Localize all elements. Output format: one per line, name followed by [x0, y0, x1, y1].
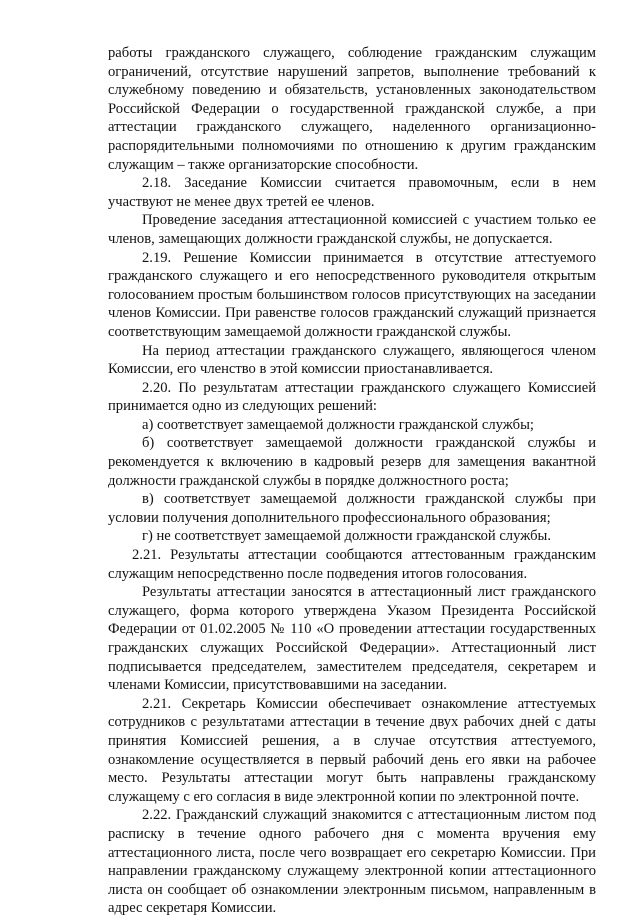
paragraph-2-19-note: На период аттестации гражданского служащего, являющегося членом Комиссии, его членство в этой комиссии приостанавливается. — [108, 342, 596, 378]
list-item-a: а) соответствует замещаемой должности гражданской службы; — [142, 416, 534, 433]
paragraph-2-22: 2.22. Гражданский служащий знакомится с аттестационным листом под расписку в течение одного рабочего дня с момента вручения ему аттестационного листа, после чего возвращает его секретарю Комиссии. При направлении гражданскому служащему электронной копии аттестационного листа он сообщает об ознакомлении электронным письмом, направленным в адрес секретаря Комиссии. — [108, 807, 596, 917]
paragraph-2-21-attestation-sheet: Результаты аттестации заносятся в аттестационный лист гражданского служащего, форма которого утверждена Указом Президента Российской Федерации от 01.02.2005 № 110 «О проведении аттестации государственных гражданских служащих Российской Федерации». Аттестационный лист подписывается председателем, заместителем председателя, секретарем и членами Комиссии, присутствовавшими на заседании. — [108, 584, 596, 694]
list-item-g: г) не соответствует замещаемой должности гражданской службы. — [142, 528, 551, 545]
paragraph-2-21-secretary: 2.21. Секретарь Комиссии обеспечивает ознакомление аттестуемых сотрудников с результатами аттестации в течение двух рабочих дней с даты принятия Комиссией решения, а в случае отсутствия аттестуемого, ознакомление осуществляется в первый рабочий день его явки на рабочее место. Результаты аттестации могут быть направлены гражданскому служащему с его согласия в виде электронной копии по электронной почте. — [108, 695, 596, 805]
list-item-v: в) соответствует замещаемой должности гражданской службы при условии получения дополнительного профессионального образования; — [108, 491, 596, 526]
paragraph-2-20: 2.20. По результатам аттестации гражданского служащего Комиссией принимается одно из следующих решений: — [108, 379, 596, 415]
list-item-b: б) соответствует замещаемой должности гражданской службы и рекомендуется к включению в кадровый резерв для замещения вакантной должности гражданской службы в порядке должностного роста; — [108, 435, 596, 489]
paragraph-continuation: работы гражданского служащего, соблюдение гражданским служащим ограничений, отсутствие нарушений запретов, выполнение требований к служебному поведению и обязательств, установленных законодательством Российской Федерации о государственной гражданской службе, а при аттестации гражданского служащего, наделенного организационно-распорядительными полномочиями по отношению к другим гражданским служащим – также организаторские способности. — [108, 45, 596, 173]
paragraph-2-19: 2.19. Решение Комиссии принимается в отсутствие аттестуемого гражданского служащего и его непосредственного руководителя открытым голосованием простым большинством голосов присутствующих на заседании членов Комиссии. При равенстве голосов гражданский служащий признается соответствующим замещаемой должности гражданской службы. — [108, 249, 596, 340]
paragraph-2-21-results: 2.21. Результаты аттестации сообщаются аттестованным гражданским служащим непосредственно после подведения итогов голосования. — [108, 547, 596, 582]
document-page — [108, 44, 596, 918]
paragraph-2-18: 2.18. Заседание Комиссии считается правомочным, если в нем участвуют не менее двух третей ее членов. — [108, 175, 596, 210]
paragraph-2-18-note: Проведение заседания аттестационной комиссией с участием только ее членов, замещающих должности гражданской службы, не допускается. — [108, 212, 596, 247]
